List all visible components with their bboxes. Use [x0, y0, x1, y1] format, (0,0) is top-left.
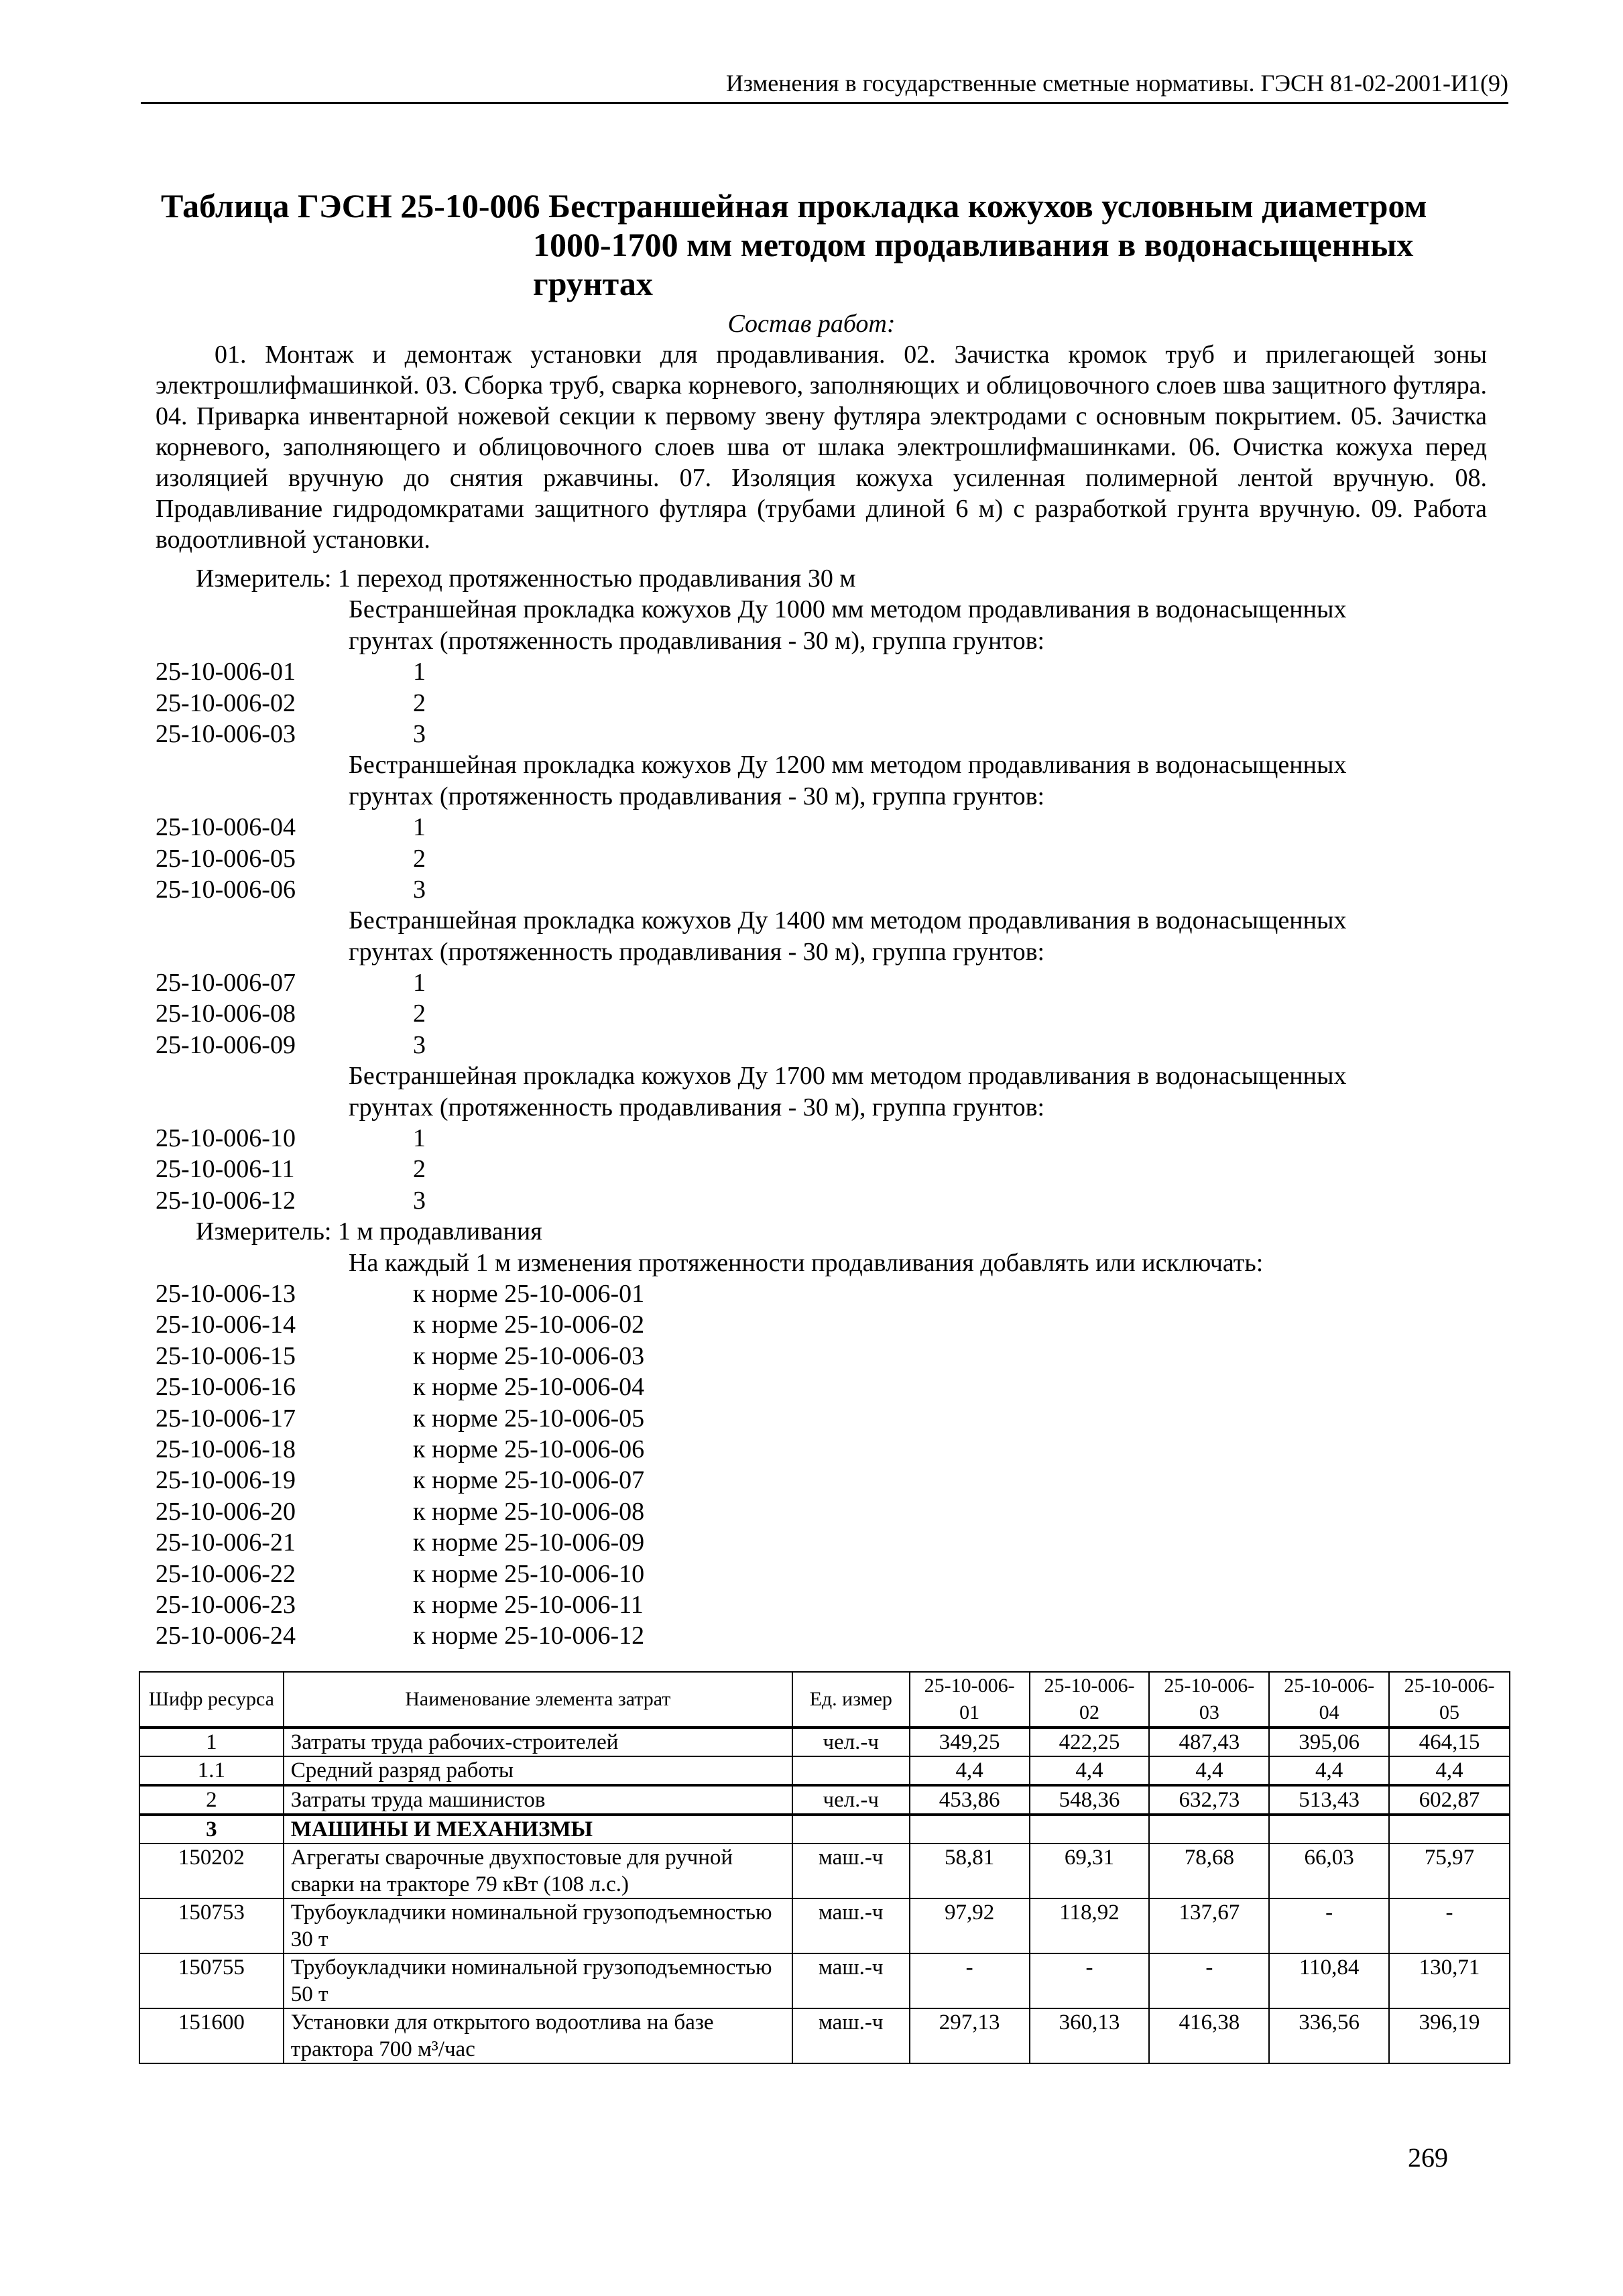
cell-unit: чел.-ч [792, 1728, 910, 1756]
soil-group: 2 [413, 688, 426, 717]
soil-group: 3 [413, 875, 426, 904]
cell-unit: маш.-ч [792, 1844, 910, 1898]
cell-code: 2 [139, 1785, 284, 1815]
norm-reference: к норме 25-10-006-02 [413, 1311, 645, 1339]
norm-row [156, 1309, 1487, 1340]
table-row [139, 1728, 1510, 1756]
norms-list [156, 563, 1487, 1652]
soil-group: 1 [413, 969, 426, 998]
group-desc-line: грунтах (протяженность продавливания - 30 м), группа грунтов: [349, 937, 1045, 966]
norm-code: 25-10-006-05 [156, 844, 296, 873]
norm-code: 25-10-006-19 [156, 1466, 296, 1495]
title-line-3: грунтах [533, 265, 653, 302]
header-norm-col: 25-10-006-04 [1269, 1672, 1389, 1728]
soil-group: 3 [413, 1186, 426, 1215]
cell-name: Затраты труда рабочих-строителей [284, 1728, 792, 1756]
norm-row [156, 1434, 1487, 1465]
table-row [139, 1898, 1510, 1953]
norm-reference: к норме 25-10-006-07 [413, 1466, 645, 1495]
cell-unit: чел.-ч [792, 1785, 910, 1815]
norm-code: 25-10-006-10 [156, 1124, 296, 1153]
title-line-2: 1000-1700 мм методом продавливания в водонасыщенных [533, 226, 1414, 263]
header-element-name: Наименование элемента затрат [284, 1672, 792, 1728]
measure-unit-2: Измеритель: 1 м продавливания [196, 1217, 542, 1246]
cell-code: 150755 [139, 1953, 284, 2008]
cell-value: 297,13 [910, 2008, 1030, 2063]
cell-code: 150753 [139, 1898, 284, 1953]
norm-row [156, 1559, 1487, 1589]
norm-row [156, 1465, 1487, 1496]
norm-code: 25-10-006-16 [156, 1373, 296, 1402]
cell-value: 97,92 [910, 1898, 1030, 1953]
group-desc-line: грунтах (протяженность продавливания - 30 м), группа грунтов: [349, 626, 1045, 655]
norm-row [156, 1403, 1487, 1434]
norm-reference: к норме 25-10-006-05 [413, 1404, 645, 1433]
norm-row [156, 1185, 1487, 1216]
norm-code: 25-10-006-20 [156, 1497, 296, 1526]
measure-unit-1: Измеритель: 1 переход протяженностью продавливания 30 м [196, 564, 856, 593]
norm-row [156, 1372, 1487, 1402]
norm-code: 25-10-006-13 [156, 1279, 296, 1308]
addition-desc-line: На каждый 1 м изменения протяженности продавливания добавлять или исключать: [349, 1248, 1264, 1277]
cell-unit: маш.-ч [792, 1898, 910, 1953]
norm-code: 25-10-006-04 [156, 813, 296, 842]
cell-value: 75,97 [1389, 1844, 1510, 1898]
norm-code: 25-10-006-08 [156, 1000, 296, 1028]
group-3-description [156, 905, 1487, 967]
cell-value: 422,25 [1030, 1728, 1150, 1756]
cell-value: - [1149, 1953, 1269, 2008]
cell-name: МАШИНЫ И МЕХАНИЗМЫ [284, 1815, 792, 1844]
cell-value: 110,84 [1269, 1953, 1389, 2008]
norm-reference: к норме 25-10-006-03 [413, 1341, 645, 1370]
table-row [139, 1785, 1510, 1815]
cell-value: 632,73 [1149, 1785, 1269, 1815]
norm-row [156, 1278, 1487, 1309]
norm-code: 25-10-006-22 [156, 1559, 296, 1588]
cell-value [1149, 1815, 1269, 1844]
norm-row [156, 1030, 1487, 1061]
header-norm-col: 25-10-006-03 [1149, 1672, 1269, 1728]
header-unit: Ед. измер [792, 1672, 910, 1728]
header-resource-code: Шифр ресурса [139, 1672, 284, 1728]
cell-value: 4,4 [1149, 1756, 1269, 1785]
header-norm-col: 25-10-006-02 [1030, 1672, 1150, 1728]
cell-value [910, 1815, 1030, 1844]
cell-value: 78,68 [1149, 1844, 1269, 1898]
norm-code: 25-10-006-23 [156, 1590, 296, 1619]
cell-value [1030, 1815, 1150, 1844]
group-desc-line: Бестраншейная прокладка кожухов Ду 1400 мм методом продавливания в водонасыщенных [349, 906, 1347, 935]
cell-name: Агрегаты сварочные двухпостовые для ручной сварки на тракторе 79 кВт (108 л.с.) [284, 1844, 792, 1898]
norm-row [156, 843, 1487, 874]
soil-group: 1 [413, 1124, 426, 1153]
cell-value: 69,31 [1030, 1844, 1150, 1898]
norm-code: 25-10-006-06 [156, 875, 296, 904]
group-2-description [156, 749, 1487, 812]
norm-row [156, 656, 1487, 687]
cell-value: 4,4 [1389, 1756, 1510, 1785]
table-row [139, 2008, 1510, 2063]
cell-code: 3 [139, 1815, 284, 1844]
cell-value: 487,43 [1149, 1728, 1269, 1756]
cell-value: 602,87 [1389, 1785, 1510, 1815]
norm-code: 25-10-006-18 [156, 1435, 296, 1463]
cell-value: 360,13 [1030, 2008, 1150, 2063]
table-row [139, 1953, 1510, 2008]
cell-name: Затраты труда машинистов [284, 1785, 792, 1815]
norm-row [156, 1341, 1487, 1372]
cell-value: 4,4 [910, 1756, 1030, 1785]
title-line-1: Таблица ГЭСН 25-10-006 Бестраншейная прокладка кожухов условным диаметром [161, 187, 1427, 225]
cell-code: 151600 [139, 2008, 284, 2063]
work-composition-heading: Состав работ: [727, 310, 896, 338]
soil-group: 3 [413, 1030, 426, 1059]
soil-group: 3 [413, 719, 426, 748]
norm-row [156, 967, 1487, 998]
norm-code: 25-10-006-12 [156, 1186, 296, 1215]
cell-value: 349,25 [910, 1728, 1030, 1756]
soil-group: 2 [413, 1155, 426, 1184]
cell-name: Установки для открытого водоотлива на базе трактора 700 м³/час [284, 2008, 792, 2063]
cell-unit [792, 1756, 910, 1785]
norm-reference: к норме 25-10-006-11 [413, 1590, 644, 1619]
group-desc-line: грунтах (протяженность продавливания - 30 м), группа грунтов: [349, 782, 1045, 810]
soil-group: 1 [413, 813, 426, 842]
table-title [161, 186, 1475, 303]
soil-group: 2 [413, 844, 426, 873]
cell-value: 4,4 [1269, 1756, 1389, 1785]
header-rule [141, 102, 1508, 104]
cell-code: 1 [139, 1728, 284, 1756]
cell-value: - [1389, 1898, 1510, 1953]
group-1-description [156, 594, 1487, 656]
norm-code: 25-10-006-24 [156, 1622, 296, 1650]
cell-code: 1.1 [139, 1756, 284, 1785]
cell-value: - [1030, 1953, 1150, 2008]
norm-reference: к норме 25-10-006-09 [413, 1528, 645, 1557]
cell-value [1389, 1815, 1510, 1844]
cell-code: 150202 [139, 1844, 284, 1898]
norm-row [156, 812, 1487, 843]
cell-value: 58,81 [910, 1844, 1030, 1898]
addition-description [156, 1248, 1487, 1278]
cell-name: Трубоукладчики номинальной грузоподъемностью 30 т [284, 1898, 792, 1953]
cell-value: 137,67 [1149, 1898, 1269, 1953]
cell-value: 548,36 [1030, 1785, 1150, 1815]
norm-code: 25-10-006-21 [156, 1528, 296, 1557]
norm-code: 25-10-006-03 [156, 719, 296, 748]
work-composition-text: 01. Монтаж и демонтаж установки для продавливания. 02. Зачистка кромок труб и прилегающей зоны электрошлифмашинкой. 03. Сборка труб, сварка корневого, заполняющих и облицовочного слоев шва защитного футляра. 04. Приварка инвентарной ножевой секции к первому звену футляра электродами с основным покрытием. 05. Зачистка корневого, заполняющего и облицовочного слоев шва от шлака электрошлифмашинками. 06. Очистка кожуха перед изоляцией вручную до снятия ржавчины. 07. Изоляция кожуха усиленная полимерной лентой вручную. 08. Продавливание гидродомкратами защитного футляра (трубами длиной 6 м) с разработкой грунта вручную. 09. Работа водоотливной установки. [156, 341, 1487, 554]
group-4-description [156, 1061, 1487, 1123]
norm-reference: к норме 25-10-006-04 [413, 1373, 645, 1402]
norm-row [156, 719, 1487, 749]
norm-row [156, 1154, 1487, 1185]
norm-reference: к норме 25-10-006-12 [413, 1622, 645, 1650]
norm-code: 25-10-006-14 [156, 1311, 296, 1339]
cell-name: Трубоукладчики номинальной грузоподъемностью 50 т [284, 1953, 792, 2008]
cell-value: - [910, 1953, 1030, 2008]
norm-code: 25-10-006-09 [156, 1030, 296, 1059]
cell-value: 336,56 [1269, 2008, 1389, 2063]
group-desc-line: Бестраншейная прокладка кожухов Ду 1200 мм методом продавливания в водонасыщенных [349, 751, 1347, 780]
norm-code: 25-10-006-15 [156, 1341, 296, 1370]
table-section-row [139, 1815, 1510, 1844]
norm-row [156, 874, 1487, 905]
norm-code: 25-10-006-02 [156, 688, 296, 717]
norm-code: 25-10-006-07 [156, 969, 296, 998]
norm-reference: к норме 25-10-006-01 [413, 1279, 645, 1308]
cell-value: 130,71 [1389, 1953, 1510, 2008]
cell-value: - [1269, 1898, 1389, 1953]
table-header-row [139, 1672, 1510, 1728]
norm-row [156, 1527, 1487, 1558]
page-number: 269 [1408, 2142, 1448, 2173]
norm-code: 25-10-006-17 [156, 1404, 296, 1433]
resource-costs-table [139, 1671, 1510, 2064]
cell-value: 395,06 [1269, 1728, 1389, 1756]
norm-row [156, 688, 1487, 719]
cell-value: 453,86 [910, 1785, 1030, 1815]
cell-value: 118,92 [1030, 1898, 1150, 1953]
header-norm-col: 25-10-006-01 [910, 1672, 1030, 1728]
cell-value [1269, 1815, 1389, 1844]
cell-unit: маш.-ч [792, 1953, 910, 2008]
table-row [139, 1844, 1510, 1898]
table-row [139, 1756, 1510, 1785]
cell-value: 396,19 [1389, 2008, 1510, 2063]
cell-value: 66,03 [1269, 1844, 1389, 1898]
soil-group: 2 [413, 1000, 426, 1028]
cell-value: 464,15 [1389, 1728, 1510, 1756]
norm-row [156, 1620, 1487, 1651]
cell-unit: маш.-ч [792, 2008, 910, 2063]
soil-group: 1 [413, 658, 426, 686]
running-header: Изменения в государственные сметные нормативы. ГЭСН 81-02-2001-И1(9) [725, 70, 1508, 97]
group-desc-line: Бестраншейная прокладка кожухов Ду 1000 мм методом продавливания в водонасыщенных [349, 595, 1347, 624]
norm-row [156, 1123, 1487, 1154]
cell-unit [792, 1815, 910, 1844]
cell-value: 513,43 [1269, 1785, 1389, 1815]
norm-reference: к норме 25-10-006-06 [413, 1435, 645, 1463]
cell-value: 416,38 [1149, 2008, 1269, 2063]
norm-code: 25-10-006-01 [156, 658, 296, 686]
header-norm-col: 25-10-006-05 [1389, 1672, 1510, 1728]
cell-name: Средний разряд работы [284, 1756, 792, 1785]
norm-row [156, 1496, 1487, 1527]
norm-reference: к норме 25-10-006-10 [413, 1559, 645, 1588]
norm-row [156, 998, 1487, 1029]
cell-value: 4,4 [1030, 1756, 1150, 1785]
group-desc-line: грунтах (протяженность продавливания - 30 м), группа грунтов: [349, 1093, 1045, 1122]
norm-reference: к норме 25-10-006-08 [413, 1497, 645, 1526]
group-desc-line: Бестраншейная прокладка кожухов Ду 1700 мм методом продавливания в водонасыщенных [349, 1062, 1347, 1091]
norm-row [156, 1589, 1487, 1620]
norm-code: 25-10-006-11 [156, 1155, 295, 1184]
